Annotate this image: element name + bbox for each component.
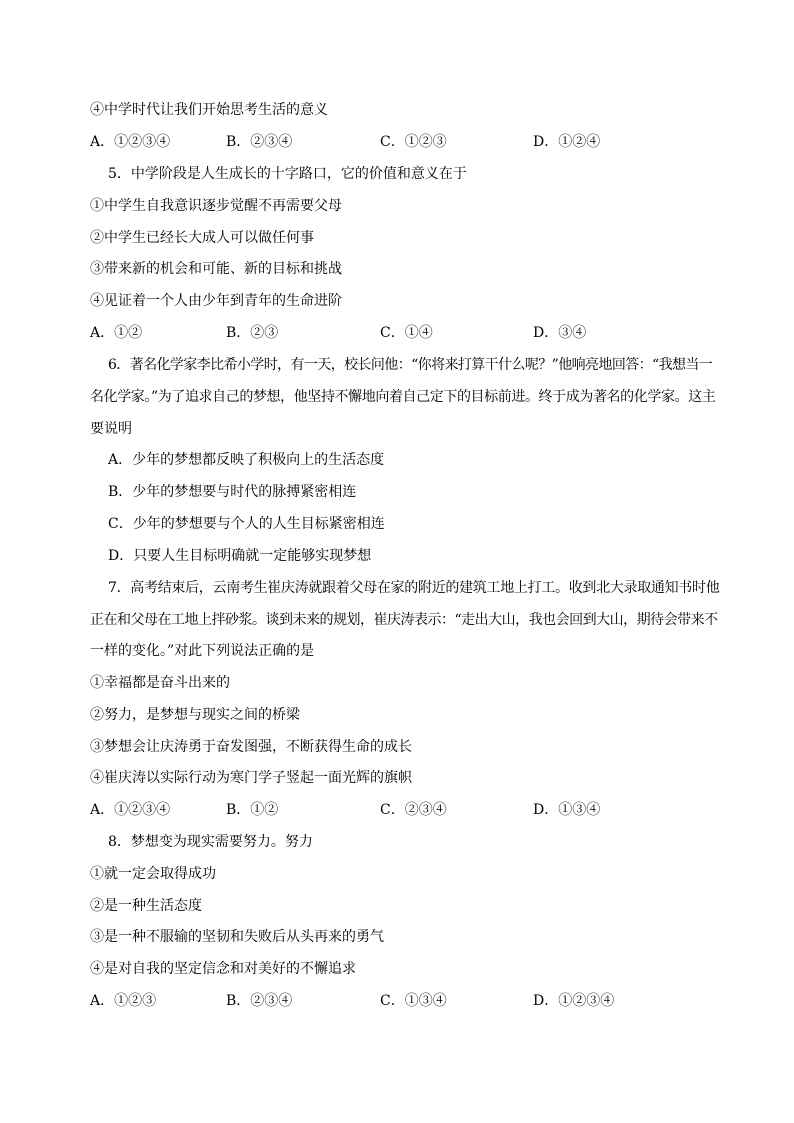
q4-option-b[interactable]: B．②③④ (226, 134, 293, 150)
q6-stem-line-2: 名化学家。”为了追求自己的梦想，他坚持不懈地向着自己定下的目标前进。终于成为著名的化学家。这主 (90, 389, 716, 405)
q6-stem-line-3: 要说明 (90, 421, 132, 437)
q7-options (90, 800, 710, 820)
q5-option-c[interactable]: C．①④ (380, 325, 433, 341)
q7-option-b[interactable]: B．①② (226, 802, 279, 818)
q8-option-c[interactable]: C．①③④ (380, 993, 447, 1009)
q7-option-c[interactable]: C．②③④ (380, 802, 447, 818)
q6-option-b[interactable]: B．少年的梦想要与时代的脉搏紧密相连 (108, 484, 357, 500)
q8-item-1: ①就一定会取得成功 (90, 866, 216, 882)
q5-option-b[interactable]: B．②③ (226, 325, 279, 341)
q7-stem-line-3: 一样的变化。”对此下列说法正确的是 (90, 643, 315, 659)
q4-item-4: ④中学时代让我们开始思考生活的意义 (90, 102, 328, 118)
q6-option-c[interactable]: C．少年的梦想要与个人的人生目标紧密相连 (108, 516, 385, 532)
q6-option-d[interactable]: D．只要人生目标明确就一定能够实现梦想 (108, 548, 372, 564)
q7-item-2: ②努力，是梦想与现实之间的桥梁 (90, 707, 300, 723)
q5-item-2: ②中学生已经长大成人可以做任何事 (90, 230, 314, 246)
q8-item-4: ④是对自我的坚定信念和对美好的不懈追求 (90, 961, 356, 977)
q6-stem-line-1: 6．著名化学家李比希小学时，有一天，校长问他：“你将来打算干什么呢？”他响亮地回答：“我想当一 (108, 357, 713, 373)
q8-item-2: ②是一种生活态度 (90, 898, 202, 914)
q4-options (90, 132, 710, 152)
q8-stem: 8．梦想变为现实需要努力。努力 (108, 834, 313, 850)
q7-option-d[interactable]: D．①③④ (533, 802, 601, 818)
q5-option-a[interactable]: A．①② (90, 325, 143, 341)
q8-options (90, 991, 710, 1011)
q7-stem-line-2: 正在和父母在工地上拌砂浆。谈到未来的规划，崔庆涛表示：“走出大山，我也会回到大山，期待会带来不 (90, 612, 718, 628)
q7-item-4: ④崔庆涛以实际行动为寒门学子竖起一面光辉的旗帜 (90, 770, 412, 786)
q8-item-3: ③是一种不服输的坚韧和失败后从头再来的勇气 (90, 929, 384, 945)
q6-option-a[interactable]: A．少年的梦想都反映了积极向上的生活态度 (108, 452, 385, 468)
q4-option-c[interactable]: C．①②③ (380, 134, 447, 150)
q8-option-a[interactable]: A．①②③ (90, 993, 157, 1009)
q7-stem-line-1: 7．高考结束后，云南考生崔庆涛就跟着父母在家的附近的建筑工地上打工。收到北大录取通知书时他 (108, 580, 720, 596)
q5-item-4: ④见证着一个人由少年到青年的生命进阶 (90, 293, 342, 309)
q5-stem: 5．中学阶段是人生成长的十字路口，它的价值和意义在于 (108, 166, 467, 182)
q8-option-d[interactable]: D．①②③④ (533, 993, 615, 1009)
q5-option-d[interactable]: D．③④ (533, 325, 587, 341)
q4-option-d[interactable]: D．①②④ (533, 134, 601, 150)
q7-option-a[interactable]: A．①②③④ (90, 802, 171, 818)
q8-option-b[interactable]: B．②③④ (226, 993, 293, 1009)
q5-options (90, 323, 710, 343)
q7-item-3: ③梦想会让庆涛勇于奋发图强，不断获得生命的成长 (90, 739, 412, 755)
q7-item-1: ①幸福都是奋斗出来的 (90, 675, 230, 691)
q4-option-a[interactable]: A．①②③④ (90, 134, 171, 150)
q5-item-3: ③带来新的机会和可能、新的目标和挑战 (90, 261, 342, 277)
q5-item-1: ①中学生自我意识逐步觉醒不再需要父母 (90, 198, 342, 214)
